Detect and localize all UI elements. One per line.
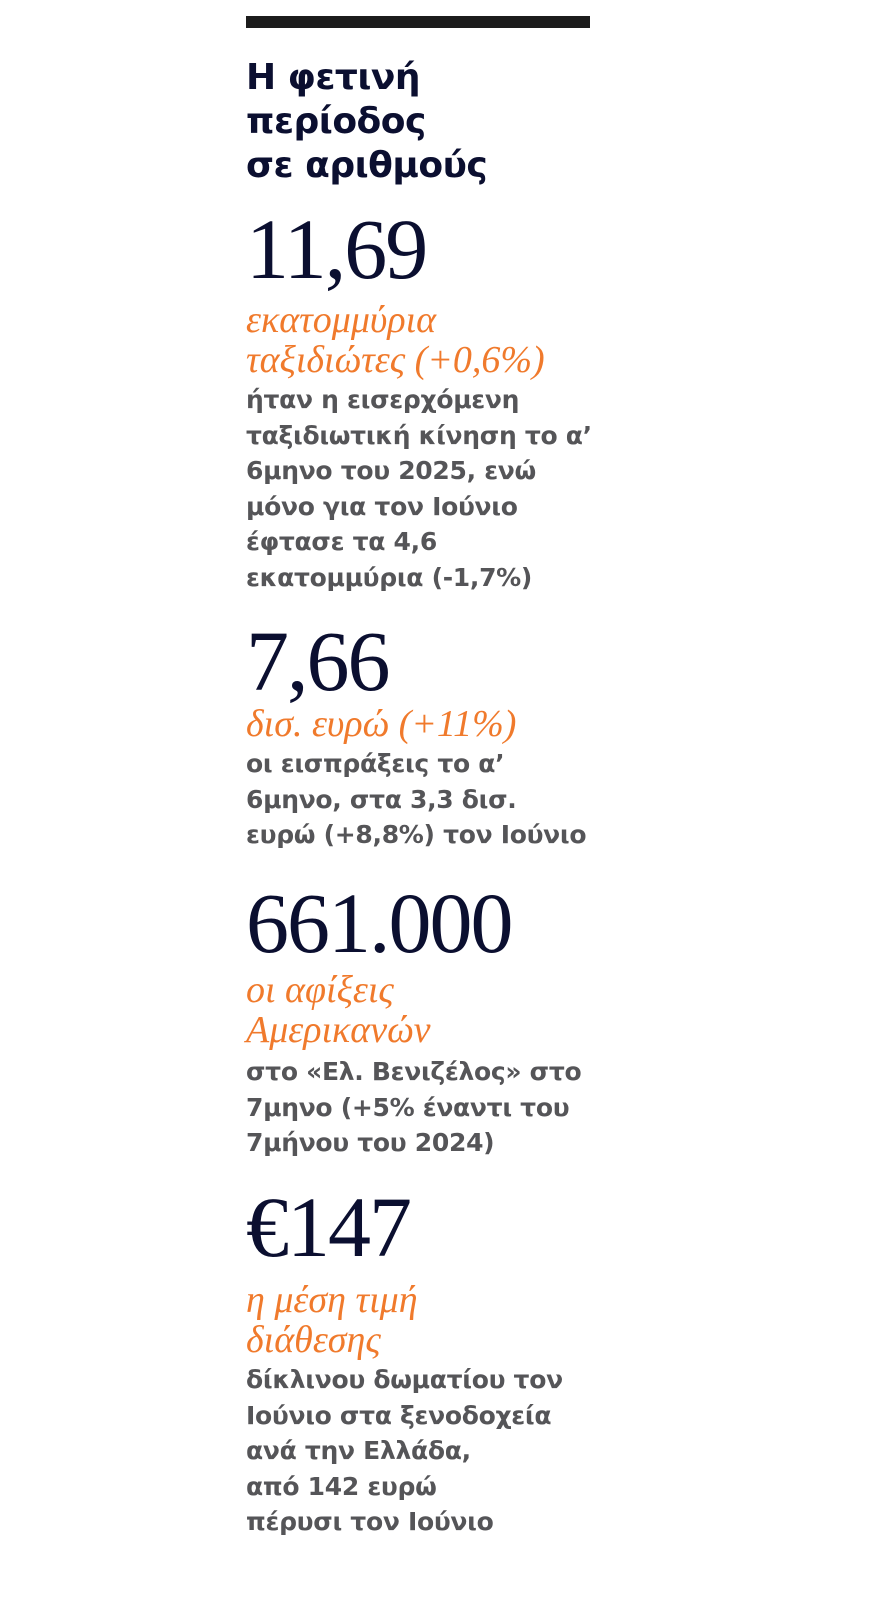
title-line: Η φετινή	[246, 57, 421, 98]
stat-unit-line: η μέση τιμή	[246, 1279, 418, 1321]
stat-description-line: 7μηνο (+5% έναντι του	[246, 1092, 570, 1122]
stat-description-line: 7μήνου του 2024)	[246, 1128, 495, 1157]
stat-unit	[246, 1280, 606, 1360]
top-rule-divider	[246, 16, 590, 28]
stat-description-line: ήταν η εισερχόμενη	[246, 385, 520, 414]
stat-block-american-arrivals	[246, 875, 606, 1161]
title-line: περίοδος	[246, 101, 426, 142]
stat-description-line: 6μηνο του 2025, ενώ	[246, 456, 536, 485]
stat-unit-line: διάθεσης	[246, 1319, 381, 1361]
stat-description-line: πέρυσι τον Ιούνιο	[246, 1507, 494, 1536]
stat-description-line: δίκλινου δωματίου τον	[246, 1365, 563, 1394]
stat-value: 7,66	[246, 613, 389, 709]
stat-unit-line: δισ. ευρώ (+11%)	[246, 703, 517, 745]
stat-description	[246, 1054, 606, 1161]
stat-value: 661.000	[246, 875, 512, 971]
stat-unit-line: εκατομμύρια	[246, 299, 437, 341]
title-line: σε αριθμούς	[246, 145, 488, 186]
stat-unit	[246, 970, 606, 1050]
stat-unit	[246, 300, 606, 380]
stat-block-revenue	[246, 613, 606, 853]
stat-value: €147	[246, 1179, 410, 1275]
infobox	[246, 16, 596, 188]
stat-description-line: έφτασε τα 4,6	[246, 527, 437, 556]
stat-unit	[246, 704, 606, 744]
stat-description-line: ευρώ (+8,8%) τον Ιούνιο	[246, 820, 587, 849]
stat-description	[246, 1362, 606, 1540]
stat-unit-line: οι αφίξεις	[246, 969, 394, 1011]
stat-description-line: εκατομμύρια (-1,7%)	[246, 562, 533, 592]
stat-description	[246, 746, 606, 853]
stat-block-travellers	[246, 201, 606, 595]
stat-description-line: 6μηνο, στα 3,3 δισ.	[246, 784, 517, 814]
stat-unit-line: ταξιδιώτες (+0,6%)	[246, 339, 545, 381]
stat-description-line: μόνο για τον Ιούνιο	[246, 491, 518, 521]
stat-value: 11,69	[246, 201, 427, 297]
stat-description-line: στο «Ελ. Βενιζέλος» στο	[246, 1057, 582, 1086]
stat-description-line: ανά την Ελλάδα,	[246, 1436, 471, 1465]
stat-description-line: από 142 ευρώ	[246, 1471, 437, 1501]
stat-description-line: ταξιδιωτική κίνηση το α’	[246, 420, 592, 450]
stat-description-line: οι εισπράξεις το α’	[246, 749, 505, 778]
stat-description	[246, 382, 606, 595]
stat-block-room-price	[246, 1179, 606, 1540]
stat-description-line: Ιούνιο στα ξενοδοχεία	[246, 1400, 552, 1430]
infobox-title	[246, 56, 596, 188]
stat-unit-line: Αμερικανών	[246, 1009, 431, 1051]
